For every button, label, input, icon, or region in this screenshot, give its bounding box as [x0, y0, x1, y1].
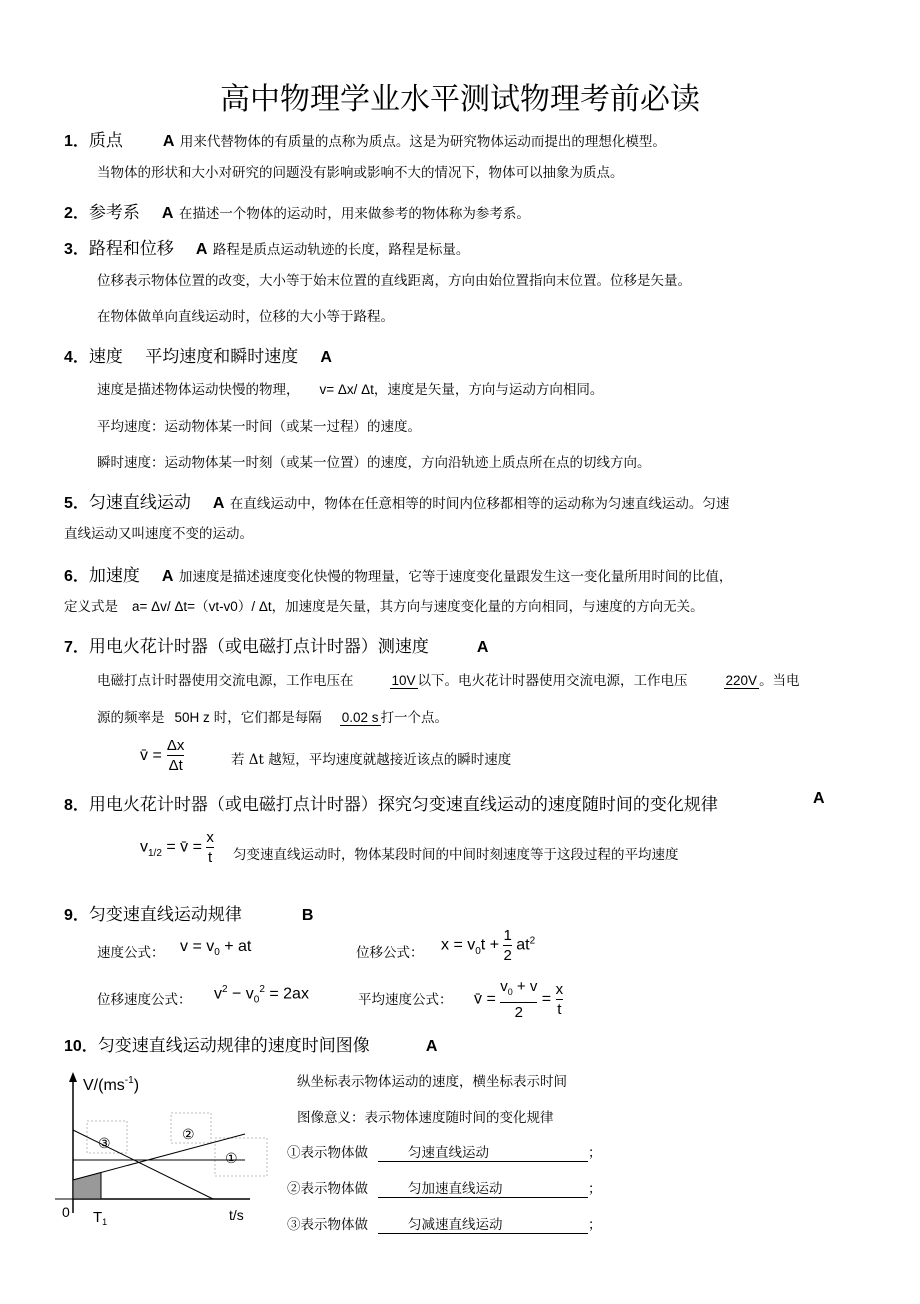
- section-3-text-3: 在物体做单向直线运动时，位移的大小等于路程。: [97, 309, 394, 325]
- displacement-formula: $x = v_0t$ + $\frac{1}{2}$ $at^2$: [441, 927, 536, 964]
- page-title: 高中物理学业水平测试物理考前必读: [220, 82, 700, 117]
- graph-desc-2: 图像意义：表示物体速度随时间的变化规律: [297, 1110, 554, 1126]
- avg-velocity-formula: v̄ = $\frac{\Delta x}{\Delta t}$: [140, 737, 185, 774]
- marker-3: ③: [98, 1136, 111, 1152]
- velocity-displacement-formula-label: 位移速度公式：: [97, 992, 192, 1008]
- section-1-text: 当物体的形状和大小对研究的问题没有影响或影响不大的情况下，物体可以抽象为质点。: [97, 165, 624, 181]
- section-6-heading: 6．加速度 A 加速度是描述速度变化快慢的物理量，它等于速度变化量跟发生这一变化量所用时间的比值，: [64, 566, 733, 586]
- y-axis-label: $V/(ms^{-1})$: [83, 1075, 140, 1094]
- section-8-heading: 8．用电火花计时器（或电磁打点计时器）探究匀变速直线运动的速度随时间的变化规律 A: [64, 790, 825, 815]
- section-4-text-1: 速度是描述物体运动快慢的物理， v= Δx/ Δt，速度是矢量，方向与运动方向相同。: [97, 382, 604, 398]
- average-velocity-formula-label: 平均速度公式：: [358, 992, 453, 1008]
- section-4-text-3: 瞬时速度：运动物体某一时刻（或某一位置）的速度，方向沿轨迹上质点所在点的切线方向。: [97, 455, 651, 471]
- section-5-text-2: 直线运动又叫速度不变的运动。: [64, 526, 253, 542]
- velocity-displacement-formula: $v^2 - v_0^2 = 2ax$: [214, 984, 309, 1006]
- velocity-formula-label: 速度公式：: [97, 945, 165, 961]
- displacement-formula-label: 位移公式：: [356, 945, 424, 961]
- shaded-area: [73, 1173, 101, 1200]
- x-axis-label: t/s: [229, 1207, 244, 1223]
- section-4-heading: 4．速度 平均速度和瞬时速度 A: [64, 347, 332, 367]
- t1-label: $T_1$: [93, 1209, 108, 1227]
- section-3-text-2: 位移表示物体位置的改变，大小等于始末位置的直线距离，方向由始位置指向末位置。位移是矢量。: [97, 273, 691, 289]
- section-5-heading: 5．匀速直线运动 A 在直线运动中，物体在任意相等的时间内位移都相等的运动称为匀速直线运动。匀速: [64, 493, 730, 513]
- mid-time-velocity-formula: $v_{1/2}$ = v̄ = $\frac{x}{t}$: [140, 829, 214, 866]
- section-4-text-2: 平均速度：运动物体某一时间（或某一过程）的速度。: [97, 419, 421, 435]
- marker-2: ②: [182, 1127, 195, 1143]
- y-axis-arrow: [69, 1072, 77, 1082]
- graph-item-3: ③表示物体做 匀减速直线运动 ；: [287, 1213, 602, 1234]
- section-7-note: 若 Δt 越短，平均速度就越接近该点的瞬时速度: [231, 752, 512, 768]
- velocity-time-graph: [45, 1068, 285, 1230]
- graph-desc-1: 纵坐标表示物体运动的速度，横坐标表示时间: [297, 1074, 567, 1090]
- origin-label: 0: [62, 1204, 70, 1220]
- section-10-heading: 10．匀变速直线运动规律的速度时间图像 A: [64, 1036, 438, 1056]
- section-2-heading: 2．参考系 A 在描述一个物体的运动时，用来做参考的物体称为参考系。: [64, 203, 530, 223]
- section-7-heading: 7．用电火花计时器（或电磁打点计时器）测速度 A: [64, 637, 489, 657]
- marker-1: ①: [225, 1151, 238, 1167]
- section-9-heading: 9．匀变速直线运动规律 B: [64, 905, 314, 925]
- section-7-text-1: 电磁打点计时器使用交流电源，工作电压在 10V 以下。电火花计时器使用交流电源，工作电压 220V 。当电: [97, 673, 800, 689]
- section-3-heading: 3．路程和位移 A 路程是质点运动轨迹的长度，路程是标量。: [64, 239, 470, 259]
- velocity-formula: $v = v_0$ + at: [180, 938, 252, 959]
- section-6-text-2: 定义式是 a= Δv/ Δt=（vt-v0）/ Δt，加速度是矢量，其方向与速度变化量的方向相同，与速度的方向无关。: [64, 599, 704, 615]
- section-8-note: 匀变速直线运动时，物体某段时间的中间时刻速度等于这段过程的平均速度: [233, 847, 679, 863]
- average-velocity-formula: v̄ = $\frac{v_0 + v}{2}$ = $\frac{x}{t}$: [474, 978, 564, 1021]
- section-1-heading: 1．质点 A 用来代替物体的有质量的点称为质点。这是为研究物体运动而提出的理想化模型。: [64, 131, 666, 151]
- graph-item-1: ①表示物体做 匀速直线运动 ；: [287, 1141, 602, 1162]
- section-7-text-2: 源的频率是 50H z 时，它们都是每隔 0.02 s 打一个点。: [97, 710, 449, 726]
- graph-item-2: ②表示物体做 匀加速直线运动 ；: [287, 1177, 602, 1198]
